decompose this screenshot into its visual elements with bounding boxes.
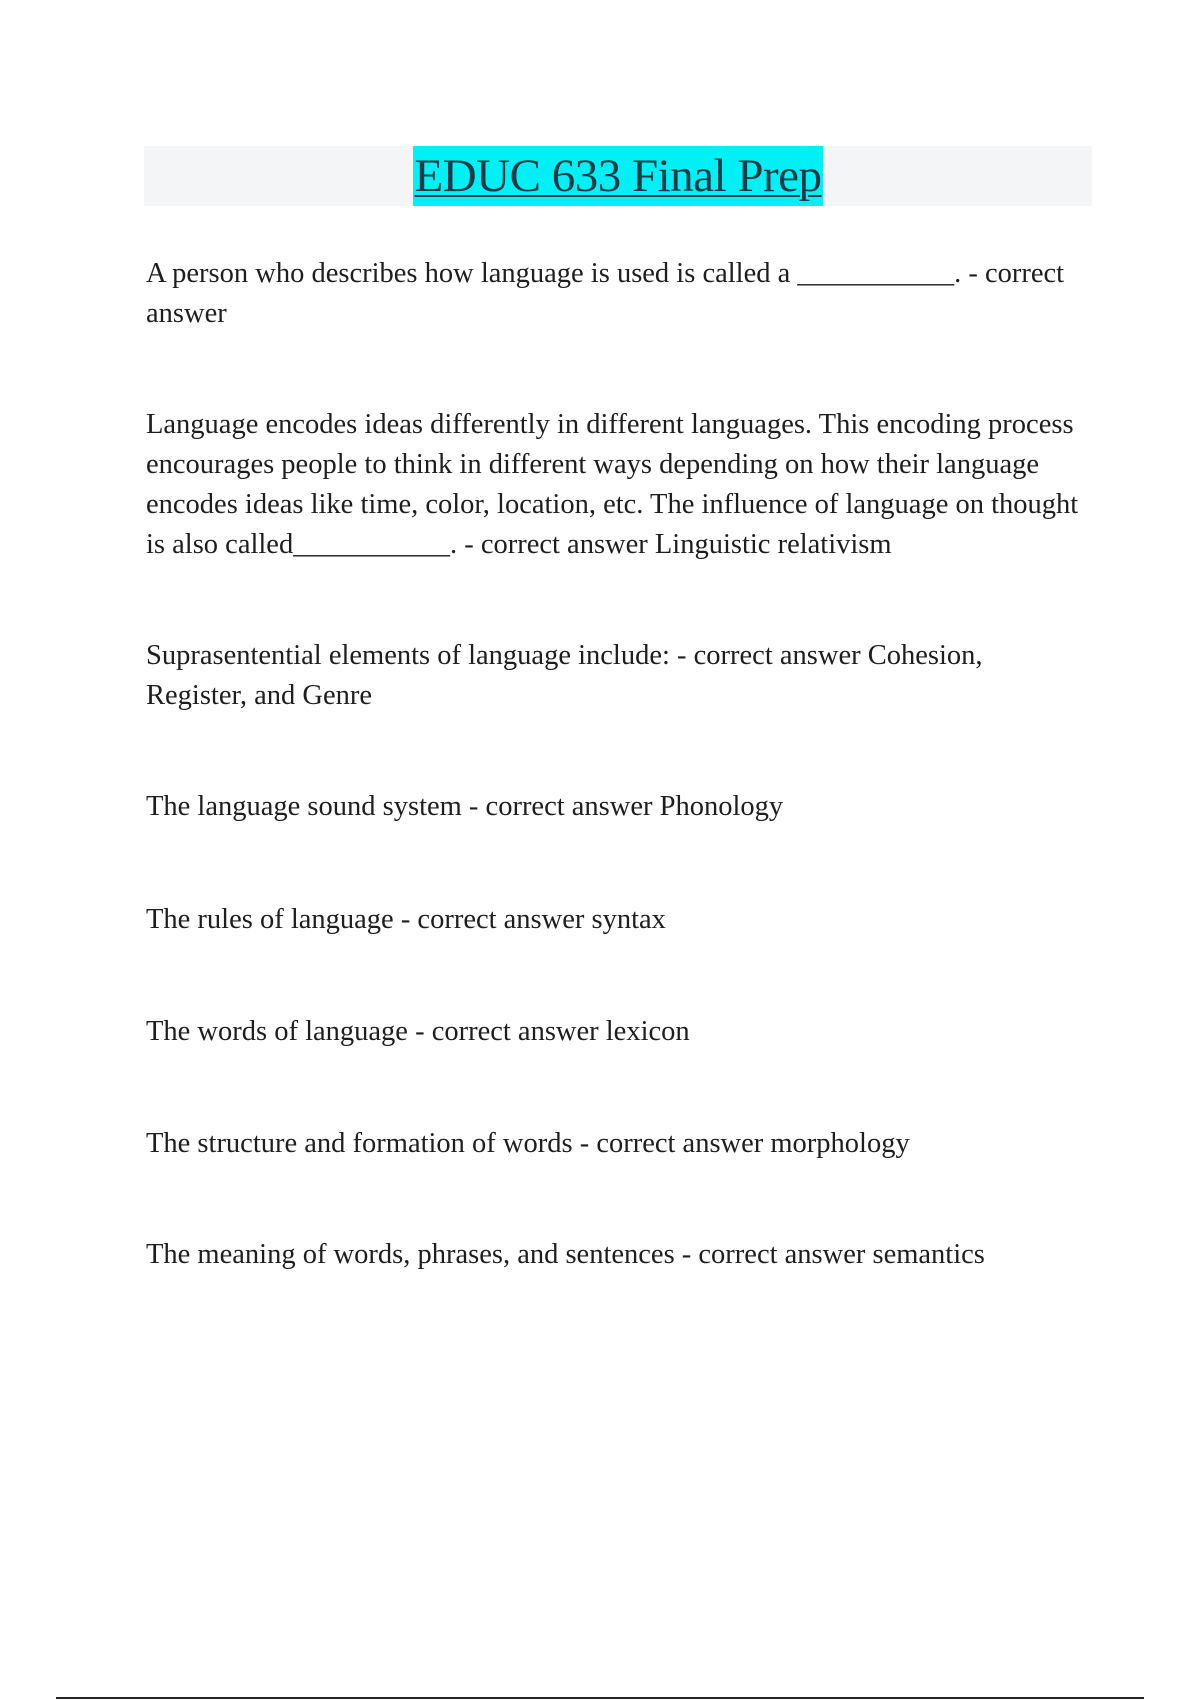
qa-entry: Language encodes ideas differently in different languages. This encoding process encourages people to think in different ways depending on how their language encodes ideas like time, color, location, etc. The influence of language on thought is also called___________. - correct answer Linguistic relativism	[146, 409, 1079, 560]
qa-entry: The rules of language - correct answer syntax	[146, 904, 666, 935]
qa-entry: The language sound system - correct answer Phonology	[146, 791, 784, 822]
page-bottom-divider	[56, 1697, 1144, 1699]
qa-entry: The structure and formation of words - correct answer morphology	[146, 1128, 910, 1159]
title-banner	[144, 146, 1092, 206]
qa-entry: Suprasentential elements of language include: - correct answer Cohesion, Register, and Genre	[146, 640, 983, 711]
qa-entry: A person who describes how language is used is called a ___________. - correct answer	[146, 258, 1065, 329]
page-title: EDUC 633 Final Prep	[413, 146, 824, 206]
qa-entry: The meaning of words, phrases, and sentences - correct answer semantics	[146, 1239, 985, 1270]
qa-list	[146, 254, 1086, 1275]
qa-entry: The words of language - correct answer lexicon	[146, 1016, 690, 1047]
